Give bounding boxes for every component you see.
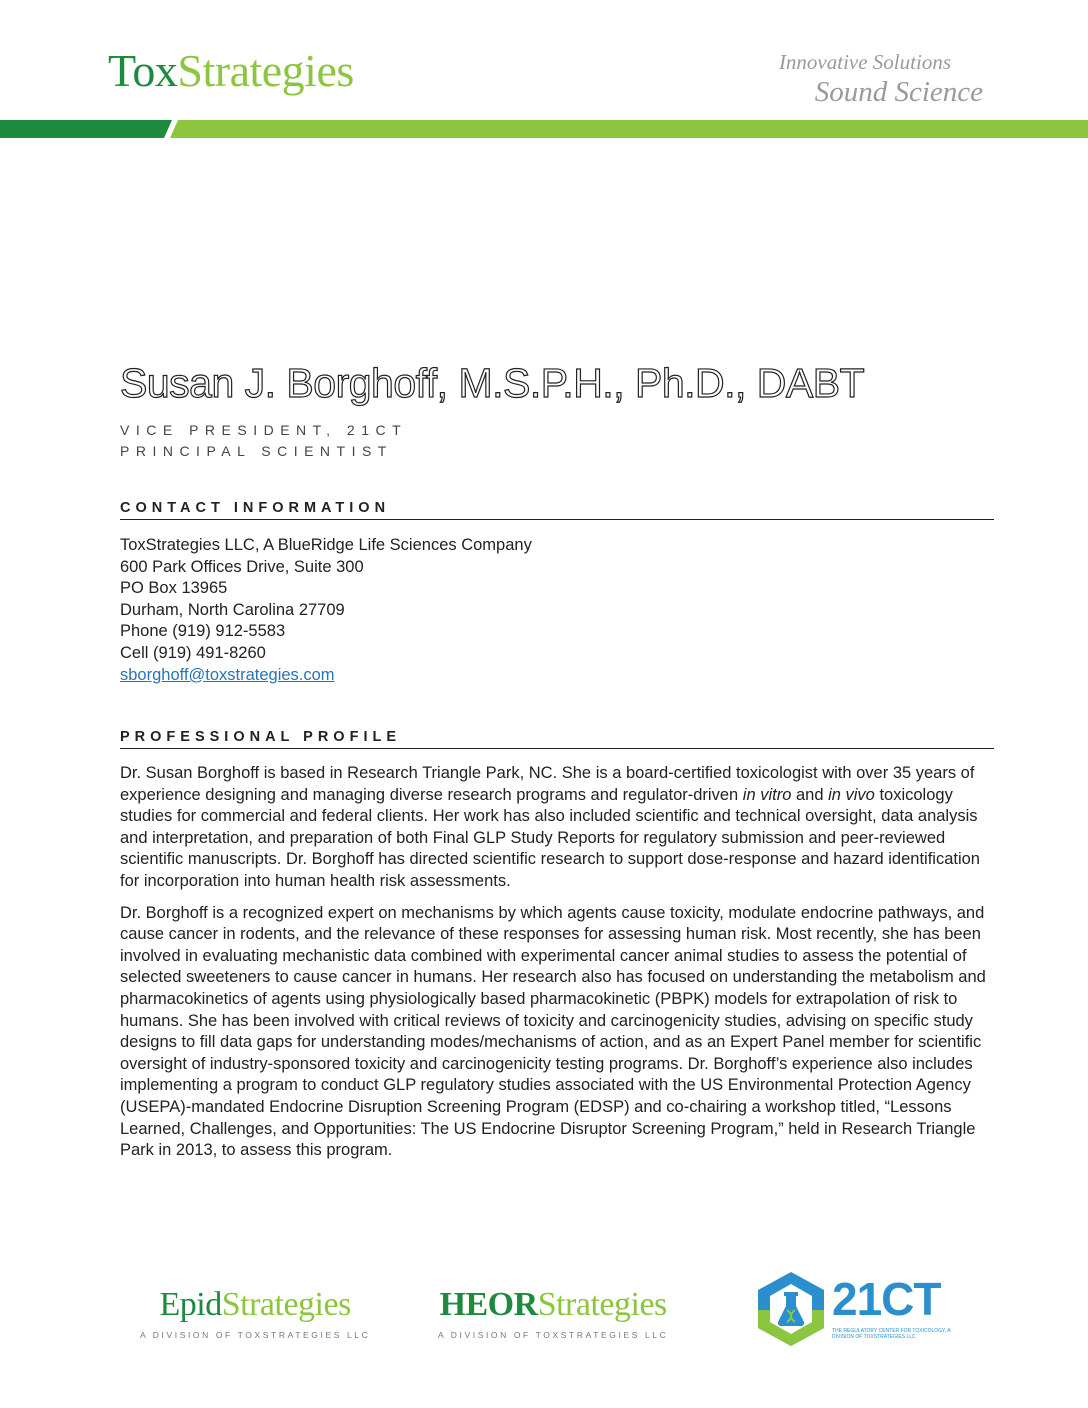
epid-division: A DIVISION OF TOXSTRATEGIES LLC (140, 1330, 371, 1340)
contact-phone: Phone (919) 912-5583 (120, 622, 286, 641)
21ct-hexagon-icon (756, 1270, 826, 1348)
profile-paragraph-2: Dr. Borghoff is a recognized expert on mechanisms by which agents cause toxicity, modulate endocrine pathways, and cause cancer in rodents, and the relevance of these responses for assessing human risk. Most recently, she has been involved in evaluating mechanistic data combined with experimental cancer animal studies to assess the potential of selected sweeteners to cause cancer in humans. Her research also has focused on understanding the metabolism and pharmacokinetics of agents using physiologically based pharmacokinetic (PBPK) models for extrapolation of risk to humans. She has been involved with critical reviews of toxicity and carcinogenicity studies, advising on specific study designs to fill data gaps for understanding modes/mechanisms of action, and as an Expert Panel member for scientific oversight of industry-sponsored toxicity and carcinogenicity testing programs. Dr. Borghoff’s experience also includes implementing a program to conduct GLP regulatory studies associated with the US Environmental Protection Agency (USEPA)-mandated Endocrine Disruption Screening Program (EDSP) and co-chairing a workshop titled, “Lessons Learned, Challenges, and Opportunities: The US Endocrine Disruptor Screening Program,” held in Research Triangle Park in 2013, to assess this program. (120, 903, 986, 1160)
in-vitro-italic: in vitro (742, 785, 792, 804)
logo-tox-text: Tox (108, 45, 178, 96)
contact-company: ToxStrategies LLC, A BlueRidge Life Sciences Company (120, 536, 532, 554)
contact-heading: CONTACT INFORMATION (120, 500, 994, 520)
logo-strategies-text: Strategies (177, 45, 354, 96)
profile-heading: PROFESSIONAL PROFILE (120, 729, 994, 749)
contact-city: Durham, North Carolina 27709 (120, 600, 345, 619)
contact-email-link[interactable]: sborghoff@toxstrategies.com (120, 665, 335, 684)
21ct-logo (756, 1270, 956, 1350)
tagline (779, 52, 983, 107)
epidstrategies-logo (140, 1288, 370, 1340)
heorstrategies-logo (438, 1288, 668, 1340)
epid-strategies-text: Strategies (221, 1286, 351, 1323)
person-title-2: PRINCIPAL SCIENTIST (120, 443, 393, 459)
contact-po-box: PO Box 13965 (120, 579, 228, 598)
profile-paragraph-1: Dr. Susan Borghoff is based in Research Triangle Park, NC. She is a board-certified toxicologist with over 35 years of experience designing and managing diverse research programs and regulator-driven in vitro and in vivo toxicology studies for commercial and federal clients. Her work has also included scientific and technical oversight, data analysis and interpretation, and preparation of both Final GLP Study Reports for regulatory submission and peer-reviewed scientific manuscripts. Dr. Borghoff has directed scientific research to support dose-response and hazard identification for incorporation into human health risk assessments. (120, 764, 980, 890)
person-title-1: VICE PRESIDENT, 21CT (120, 422, 408, 438)
person-name: Susan J. Borghoff, M.S.P.H., Ph.D., DABT (120, 360, 865, 406)
header-color-band (0, 120, 1088, 138)
toxstrategies-logo (108, 45, 354, 96)
tagline-line-1: Innovative Solutions (778, 50, 951, 74)
epid-text: Epid (159, 1286, 222, 1323)
in-vivo-italic: in vivo (828, 785, 875, 804)
21ct-name: 21CT (832, 1273, 941, 1325)
person-titles (120, 420, 407, 462)
21ct-tagline: THE REGULATORY CENTER FOR TOXICOLOGY, A DIVISION OF TOXSTRATEGIES LLC (832, 1328, 951, 1340)
heor-strategies-text: Strategies (537, 1286, 667, 1323)
contact-cell: Cell (919) 491-8260 (120, 643, 266, 662)
heor-text: HEOR (439, 1286, 538, 1323)
profile-text (120, 763, 994, 1172)
tagline-line-2: Sound Science (814, 76, 983, 108)
heor-division: A DIVISION OF TOXSTRATEGIES LLC (438, 1330, 669, 1340)
contact-address: 600 Park Offices Drive, Suite 300 (120, 557, 364, 576)
contact-block (120, 535, 532, 686)
